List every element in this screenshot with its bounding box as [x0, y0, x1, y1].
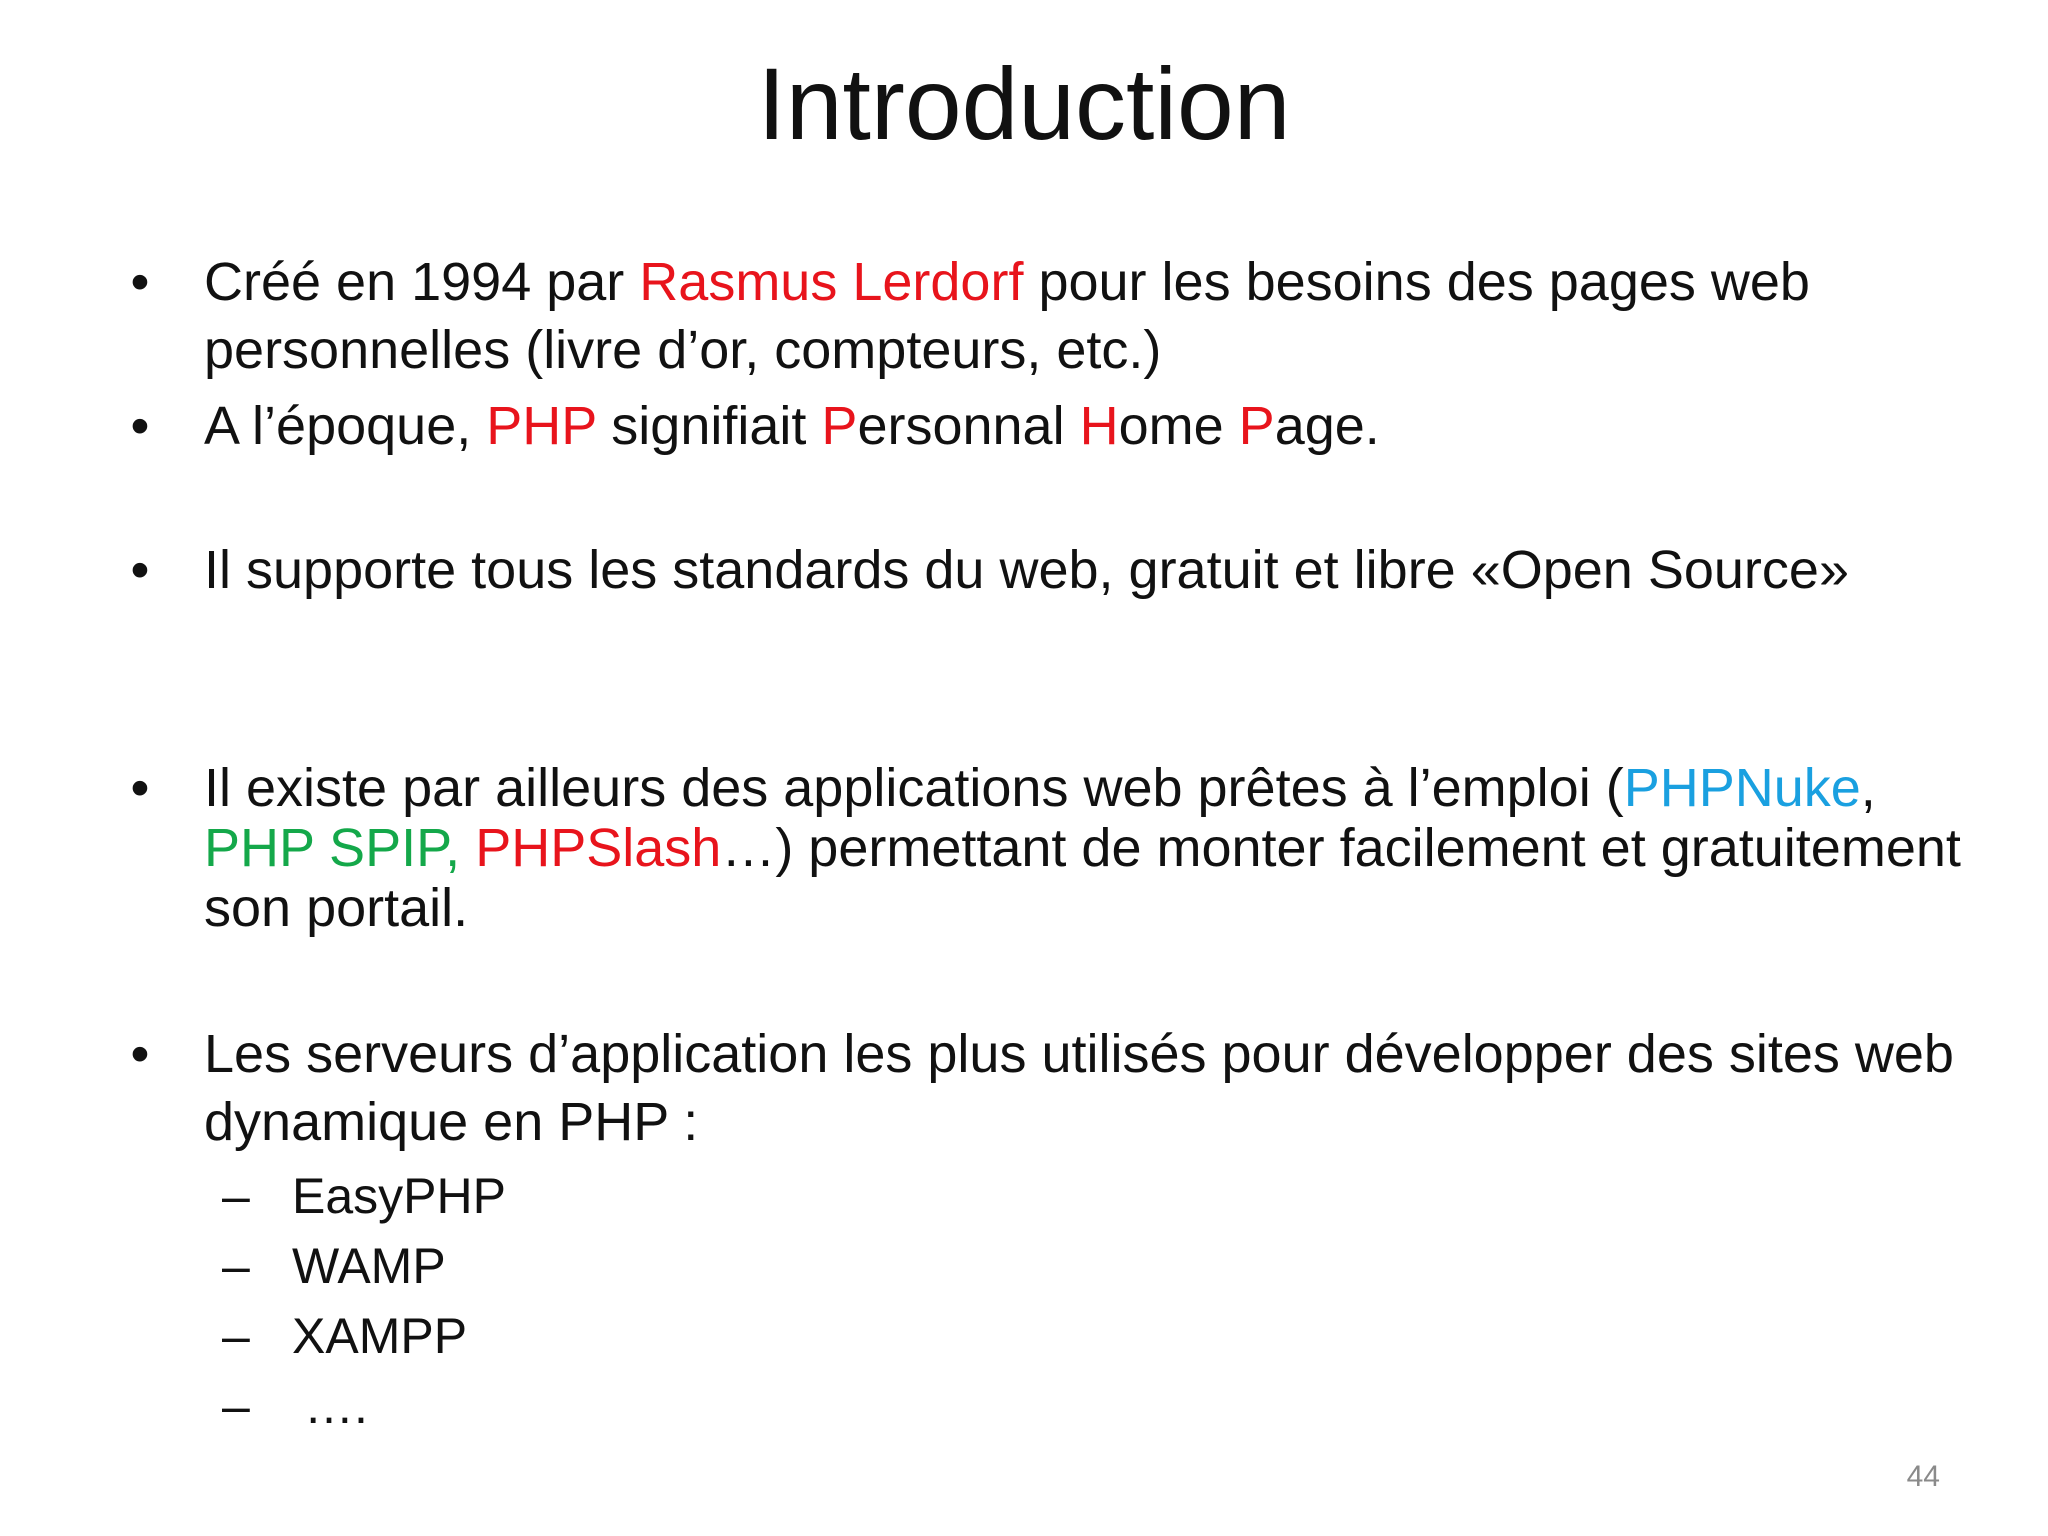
text-run: P [821, 396, 858, 456]
text-run: Il existe par ailleurs des applications web prêtes à l’emploi ( [204, 758, 1624, 818]
bullet-text [204, 1020, 1980, 1156]
bullet-dot: • [130, 396, 150, 456]
text-run: P [1238, 396, 1275, 456]
sub-item-xampp [222, 1306, 467, 1366]
text-run: Rasmus Lerdorf [639, 252, 1024, 312]
bullet-text [204, 536, 1980, 604]
text-run: PHP [486, 396, 597, 456]
sub-item-ellipsis [222, 1376, 368, 1436]
text-run: pour les besoins des pages web personnelles (livre d’or, compteurs, etc.) [204, 252, 1810, 380]
sub-dash: – [222, 1238, 250, 1294]
slide-title: Introduction [757, 47, 1291, 161]
sub-item-text: WAMP [292, 1238, 446, 1294]
text-run [460, 818, 475, 878]
sub-dash: – [222, 1308, 250, 1364]
bullet-4 [120, 758, 1980, 938]
bullet-dot: • [130, 758, 150, 818]
bullet-1 [120, 248, 1980, 384]
bullet-text [204, 758, 1980, 938]
bullet-3 [120, 536, 1980, 604]
text-run: Les serveurs d’application les plus utilisés pour développer des sites web dynamique en PHP : [204, 1024, 1954, 1152]
text-run: Créé en 1994 par [204, 252, 640, 312]
bullet-text [204, 248, 1980, 384]
sub-dash: – [222, 1168, 250, 1224]
text-run: ome [1118, 396, 1239, 456]
page-number: 44 [1906, 1460, 1940, 1493]
bullet-dot: • [130, 252, 150, 312]
text-run: ersonnal [857, 396, 1080, 456]
sub-dash: – [222, 1378, 250, 1434]
text-run: signifiait [596, 396, 822, 456]
bullet-text [204, 392, 1980, 460]
text-run: PHPNuke [1623, 758, 1861, 818]
text-run: A l’époque, [204, 396, 487, 456]
bullet-2 [120, 392, 1980, 460]
sub-item-text: …. [304, 1378, 368, 1434]
sub-item-text: EasyPHP [292, 1168, 506, 1224]
text-run: …) permettant de monter facilement et gratuitement son portail. [204, 818, 1961, 938]
text-run: PHPSlash [475, 818, 722, 878]
bullet-5 [120, 1020, 1980, 1156]
sub-item-wamp [222, 1236, 446, 1296]
bullet-dot: • [130, 540, 150, 600]
sub-item-text: XAMPP [292, 1308, 468, 1364]
sub-item-easyphp [222, 1166, 506, 1226]
text-run: Il supporte tous les standards du web, gratuit et libre «Open Source» [204, 540, 1849, 600]
text-run: PHP SPIP, [204, 818, 461, 878]
bullet-dot: • [130, 1024, 150, 1084]
text-run: age. [1274, 396, 1380, 456]
text-run: , [1860, 758, 1876, 818]
text-run: H [1079, 396, 1119, 456]
